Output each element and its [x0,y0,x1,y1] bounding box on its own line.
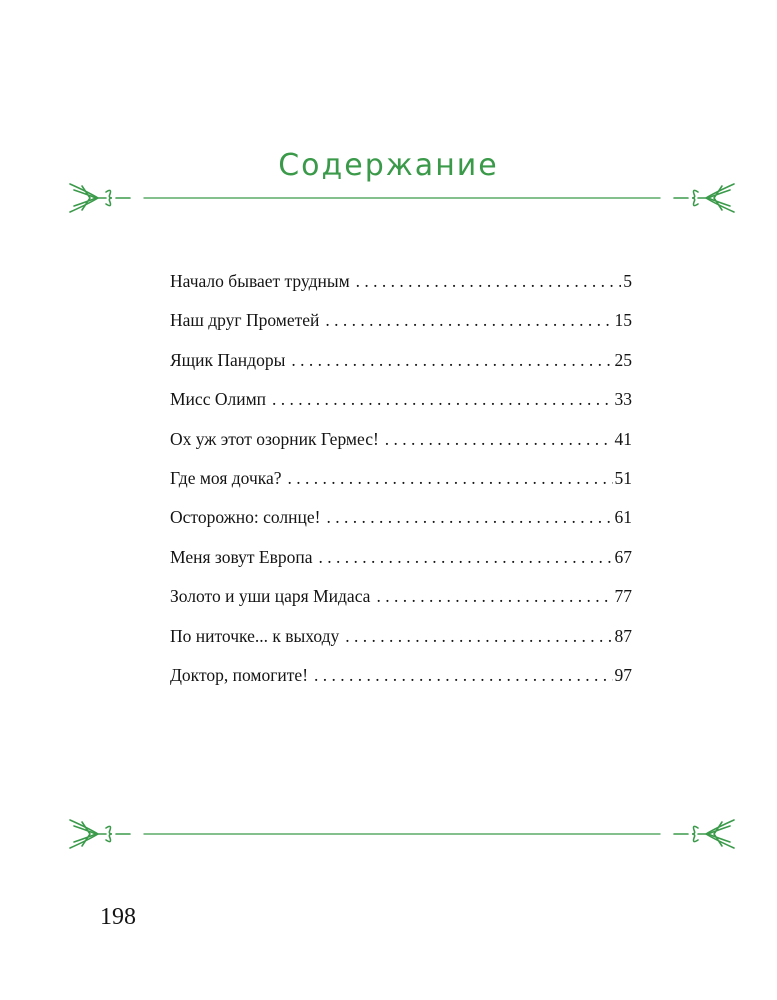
toc-entry-page: 77 [614,586,632,607]
toc-entry[interactable] [170,464,632,503]
toc-entry[interactable] [170,425,632,464]
dot-leader [314,661,612,689]
ornament-divider-top [60,172,744,222]
toc-entry-page: 41 [614,428,632,449]
dot-leader [385,425,613,453]
toc-entry-title: Ящик Пандоры [170,349,286,370]
toc-entry[interactable] [170,543,632,582]
dot-leader [326,503,612,531]
page-number: 198 [100,904,136,930]
toc-entry[interactable] [170,385,632,424]
toc-entry-page: 15 [614,310,632,331]
toc-entry-title: Мисс Олимп [170,389,267,410]
toc-entry[interactable] [170,267,632,306]
toc-entry-page: 25 [614,349,632,370]
dot-leader [291,346,612,374]
dot-leader [356,267,622,295]
toc-entry[interactable] [170,346,632,385]
toc-entry-page: 33 [614,389,632,410]
toc-entry-title: Золото и уши царя Мидаса [170,586,371,607]
toc-entry-page: 87 [614,625,632,646]
toc-entry-title: Где моя дочка? [170,467,282,488]
toc-entry-title: Ох уж этот озорник Гермес! [170,428,379,449]
toc-entry[interactable] [170,661,632,700]
dot-leader [288,464,613,492]
dot-leader [318,543,612,571]
toc-entry[interactable] [170,306,632,345]
toc-entry[interactable] [170,622,632,661]
table-of-contents [170,267,632,700]
toc-entry-page: 5 [623,271,632,291]
toc-entry-page: 97 [614,664,632,685]
dot-leader [345,622,612,650]
toc-entry-page: 61 [614,507,632,528]
dot-leader [376,582,612,610]
toc-entry-title: Начало бывает трудным [170,271,350,291]
toc-entry[interactable] [170,582,632,621]
toc-entry-title: Осторожно: солнце! [170,507,321,528]
toc-entry-page: 67 [614,546,632,567]
ornament-divider-bottom [60,808,744,858]
page-title: Содержание [278,148,499,183]
toc-entry-title: Доктор, помогите! [170,664,309,685]
toc-entry-title: По ниточке... к выходу [170,625,340,646]
dot-leader [272,385,612,413]
toc-entry[interactable] [170,503,632,542]
toc-entry-title: Меня зовут Европа [170,546,313,567]
toc-entry-page: 51 [614,467,632,488]
dot-leader [325,306,612,334]
toc-entry-title: Наш друг Прометей [170,310,320,331]
